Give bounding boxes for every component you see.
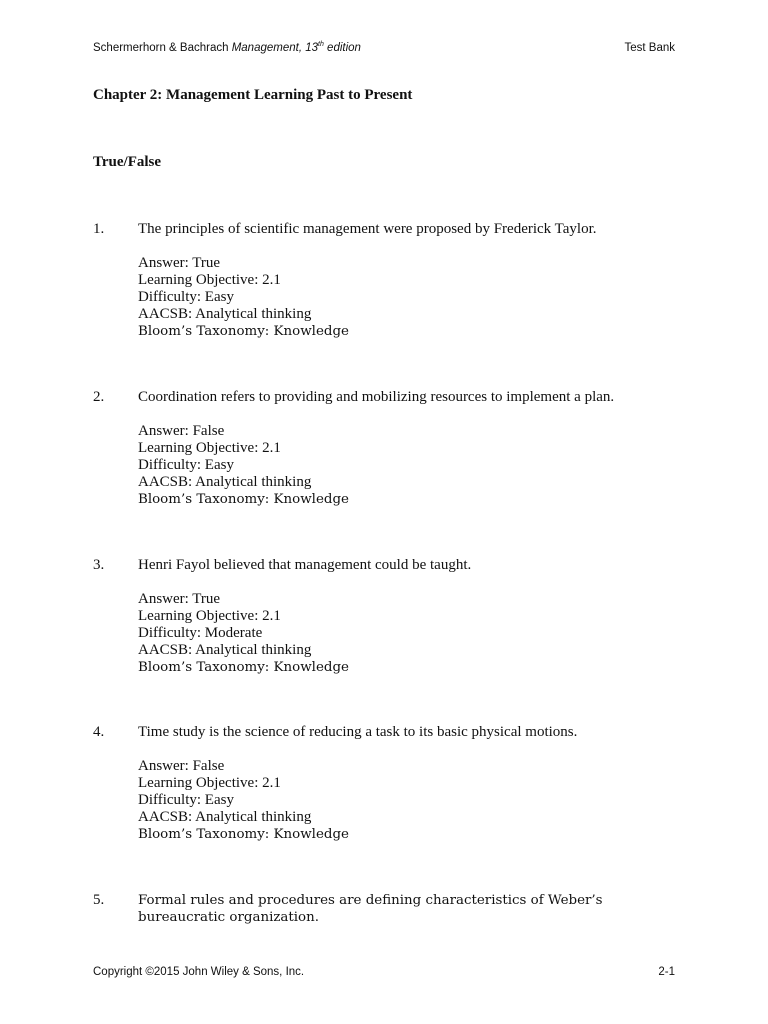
aacsb: AACSB: Analytical thinking	[138, 474, 312, 490]
blooms-taxonomy: Bloom’s Taxonomy: Knowledge	[138, 492, 349, 507]
header-book-title: Management, 13th edition	[231, 41, 361, 54]
question-number: 4.	[93, 724, 105, 740]
chapter-title: Chapter 2: Management Learning Past to Present	[93, 87, 413, 103]
answer: Answer: False	[138, 758, 225, 774]
header-authors: Schermerhorn & Bachrach	[93, 42, 232, 54]
difficulty: Difficulty: Easy	[138, 289, 234, 305]
copyright-notice: Copyright ©2015 John Wiley & Sons, Inc.	[93, 966, 305, 978]
question-text: Formal rules and procedures are defining characteristics of Weber’s bureaucratic organization.	[138, 893, 603, 925]
header-test-bank: Test Bank	[624, 42, 675, 54]
question-number: 3.	[93, 557, 105, 573]
question-number: 5.	[93, 892, 105, 908]
question-text: Henri Fayol believed that management could be taught.	[138, 557, 472, 573]
question-text: Time study is the science of reducing a task to its basic physical motions.	[138, 724, 578, 740]
question-meta	[138, 591, 683, 676]
aacsb: AACSB: Analytical thinking	[138, 306, 312, 322]
page-header	[93, 42, 675, 54]
learning-objective: Learning Objective: 2.1	[138, 608, 281, 624]
question-2	[93, 389, 683, 508]
question-1	[93, 221, 683, 340]
question-3	[93, 557, 683, 676]
question-4	[93, 724, 683, 843]
header-book-info	[93, 42, 361, 54]
question-meta	[138, 423, 683, 508]
aacsb: AACSB: Analytical thinking	[138, 809, 312, 825]
question-number: 2.	[93, 389, 105, 405]
blooms-taxonomy: Bloom’s Taxonomy: Knowledge	[138, 827, 349, 842]
blooms-taxonomy: Bloom’s Taxonomy: Knowledge	[138, 660, 349, 675]
learning-objective: Learning Objective: 2.1	[138, 272, 281, 288]
difficulty: Difficulty: Moderate	[138, 625, 263, 641]
learning-objective: Learning Objective: 2.1	[138, 775, 281, 791]
question-meta	[138, 255, 683, 340]
difficulty: Difficulty: Easy	[138, 792, 234, 808]
aacsb: AACSB: Analytical thinking	[138, 642, 312, 658]
page-footer	[93, 966, 675, 978]
answer: Answer: True	[138, 591, 221, 607]
blooms-taxonomy: Bloom’s Taxonomy: Knowledge	[138, 324, 349, 339]
page-number: 2-1	[658, 966, 675, 978]
question-5	[93, 892, 653, 926]
question-text: Coordination refers to providing and mobilizing resources to implement a plan.	[138, 389, 615, 405]
question-meta	[138, 758, 683, 843]
difficulty: Difficulty: Easy	[138, 457, 234, 473]
learning-objective: Learning Objective: 2.1	[138, 440, 281, 456]
answer: Answer: False	[138, 423, 225, 439]
question-text: The principles of scientific management were proposed by Frederick Taylor.	[138, 221, 597, 237]
answer: Answer: True	[138, 255, 221, 271]
question-number: 1.	[93, 221, 105, 237]
section-title: True/False	[93, 154, 162, 170]
